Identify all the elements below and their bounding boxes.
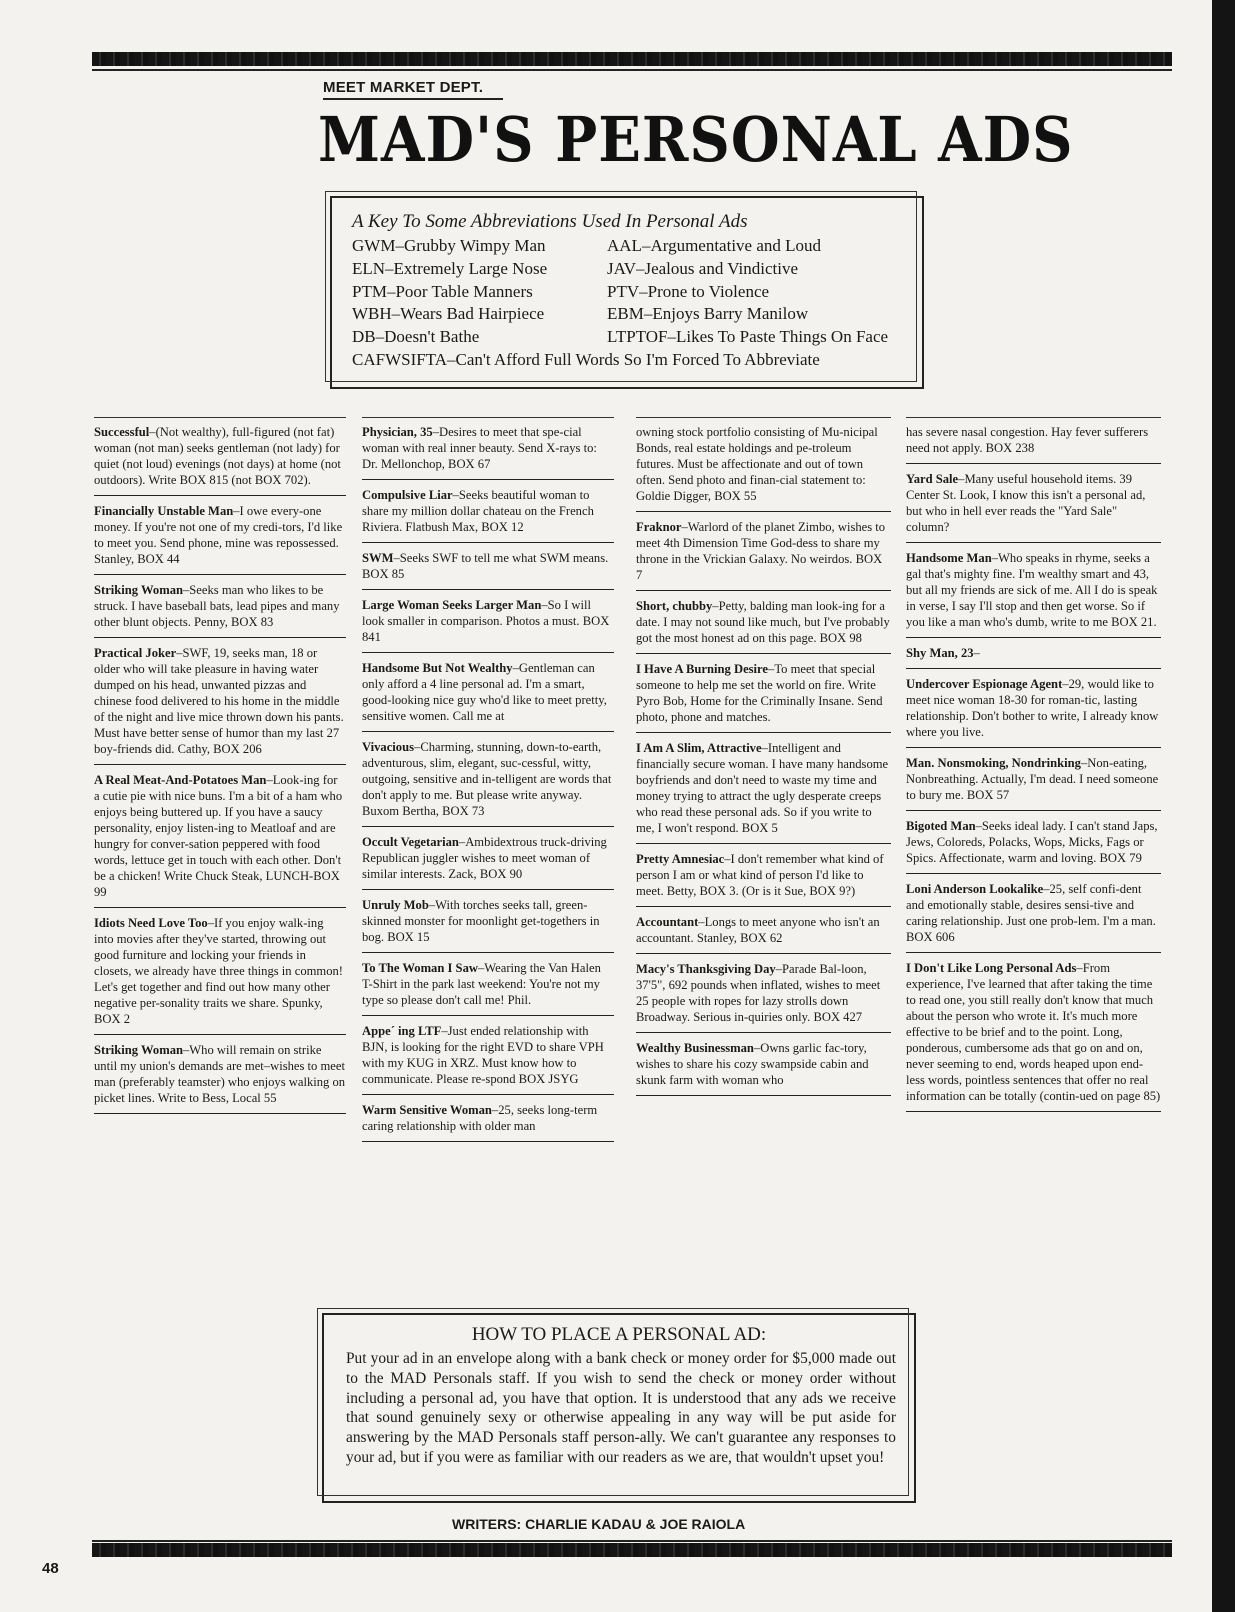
- personal-ad: [906, 953, 1161, 1112]
- ad-headline: Warm Sensitive Woman: [362, 1103, 492, 1117]
- ad-body: –Parade Bal-loon, 37'5", 692 pounds when inflated, wishes to meet 25 people with ropes for lazy strolls down Broadway. Serious in-quiries only. BOX 427: [636, 962, 881, 1024]
- personal-ad: [362, 890, 614, 953]
- bottom-decorative-band: [92, 1543, 1172, 1557]
- ad-headline: Yard Sale: [906, 472, 959, 486]
- personal-ad: [636, 1033, 891, 1096]
- ad-body: –29, would like to meet nice woman 18-30 for roman-tic, lasting relationship. Don't bother to write, I already know where you live.: [906, 677, 1159, 739]
- abbreviation-key-box: [330, 196, 924, 389]
- ad-headline: Practical Joker: [94, 646, 177, 660]
- personal-ad: [906, 748, 1161, 811]
- page-title: MAD'S PERSONAL ADS: [318, 104, 1074, 177]
- key-item: PTV–Prone to Violence: [607, 281, 770, 301]
- personal-ad: [906, 638, 1161, 669]
- department-label: MEET MARKET DEPT.: [323, 79, 484, 96]
- ad-headline: Idiots Need Love Too: [94, 916, 208, 930]
- personal-ad: [636, 733, 891, 844]
- ad-headline: Compulsive Liar: [362, 488, 453, 502]
- writers-credit: WRITERS: CHARLIE KADAU & JOE RAIOLA: [452, 1516, 746, 1532]
- ad-body: –Charming, stunning, down-to-earth, adventurous, slim, elegant, suc-cessful, witty, outgoing, sensitive and in-telligent are words that don't apply to me. But please write anyway. Buxom Bertha, BOX 73: [362, 740, 612, 818]
- page-number: 48: [42, 1560, 59, 1577]
- ads-column-1: [94, 422, 346, 1242]
- ad-headline: To The Woman I Saw: [362, 961, 478, 975]
- key-footer: CAFWSIFTA–Can't Afford Full Words So I'm Forced To Abbreviate: [352, 350, 820, 369]
- personal-ad: [362, 543, 614, 590]
- ad-body: –Who speaks in rhyme, seeks a gal that's mighty fine. I'm wealthy smart and 43, but all my friends are sick of me. All I do is speak in verse, I say I'll stop and then get worse. So if you like a man who's dumb, write to me BOX 21.: [906, 551, 1158, 629]
- ad-headline: Financially Unstable Man: [94, 504, 234, 518]
- ad-headline: Successful: [94, 425, 150, 439]
- ad-headline: Fraknor: [636, 520, 682, 534]
- personal-ad: [94, 765, 346, 908]
- ad-body: –Longs to meet anyone who isn't an accountant. Stanley, BOX 62: [636, 915, 880, 945]
- column-top-rule: [94, 417, 346, 418]
- ad-body: has severe nasal congestion. Hay fever sufferers need not apply. BOX 238: [906, 425, 1149, 455]
- ads-column-2: [362, 422, 614, 1242]
- column-top-rule: [362, 417, 614, 418]
- ad-headline: Occult Vegetarian: [362, 835, 459, 849]
- personal-ad: [94, 1035, 346, 1114]
- ad-body: owning stock portfolio consisting of Mu-nicipal Bonds, real estate holdings and pe-troleum futures. Must be affectionate and out of town often. Send photo and finan-cial statement to: Goldie Digger, BOX 55: [636, 425, 878, 503]
- top-decorative-band: [92, 52, 1172, 66]
- ad-headline: Wealthy Businessman: [636, 1041, 754, 1055]
- personal-ad: [906, 543, 1161, 638]
- ad-body: –Look-ing for a cutie pie with nice buns. I'm a bit of a ham who enjoys being buttered up. If you have a saucy personality, enjoy listen-ing to Meatloaf and are hungry for conver-sation peppered with food words, lettuce get in touch with each other. Don't be a chicken! Write Chuck Steak, LUNCH-BOX 99: [94, 773, 343, 899]
- personal-ad: [94, 575, 346, 638]
- personal-ad: [906, 669, 1161, 748]
- ad-headline: Handsome But Not Wealthy: [362, 661, 513, 675]
- ad-headline: I Am A Slim, Attractive: [636, 741, 762, 755]
- personal-ad: [94, 638, 346, 765]
- ad-headline: Appe´ ing LTF: [362, 1024, 442, 1038]
- ad-body: –Ambidextrous truck-driving Republican juggler wishes to meet woman of similar interests. Zack, BOX 90: [362, 835, 607, 881]
- personal-ad: [94, 422, 346, 496]
- key-item: AAL–Argumentative and Loud: [607, 236, 822, 255]
- personal-ad: [94, 496, 346, 575]
- ad-body: –From experience, I've learned that after taking the time to read one, you still really don't know that much about the person who wrote it. It's much more effective to be brief and to the point. Long, ponderous, cumbersome ads that go on and on, never seeming to end, words heaped upon end-less words, pointless sentences that offer no real information can be totally (contin-ued on page 85): [906, 961, 1161, 1103]
- personal-ad: [636, 954, 891, 1033]
- ad-body: –25, self confi-dent and emotionally stable, desires sensi-tive and caring relationship. Just one prob-lem. I'm a man. BOX 606: [906, 882, 1156, 944]
- ad-headline: SWM: [362, 551, 394, 565]
- personal-ad: [636, 512, 891, 591]
- key-item: ELN–Extremely Large Nose: [352, 258, 548, 278]
- ad-body: –Many useful household items. 39 Center St. Look, I know this isn't a personal ad, but who in hell ever reads the "Yard Sale" column?: [906, 472, 1146, 534]
- ad-body: –Warlord of the planet Zimbo, wishes to meet 4th Dimension Time God-dess to share my throne in the Vrickian Galaxy. No weirdos. BOX 7: [636, 520, 886, 582]
- bottom-rule: [92, 1540, 1172, 1542]
- ad-headline: Bigoted Man: [906, 819, 976, 833]
- ad-headline: Striking Woman: [94, 1043, 183, 1057]
- ad-headline: Undercover Espionage Agent: [906, 677, 1063, 691]
- how-to-body: Put your ad in an envelope along with a bank check or money order for $5,000 made out to the MAD Personals staff. If you wish to send the check or money order without including a personal ad, you have that option. It is understood that any ads we receive that sound genuinely sexy or otherwise appealing in any way will be put aside for answering by the MAD Personals staff person-ally. We can't guarantee any responses to your ad, but if you were as familiar with our readers as we are, that wouldn't upset you!: [346, 1350, 896, 1466]
- ad-headline: Shy Man, 23: [906, 646, 974, 660]
- ad-headline: Short, chubby: [636, 599, 713, 613]
- personal-ad: [906, 422, 1161, 464]
- personal-ad: [362, 1095, 614, 1142]
- key-item: JAV–Jealous and Vindictive: [607, 258, 799, 278]
- ad-body: –Seeks beautiful woman to share my million dollar chateau on the French Riviera. Flatbush Max, BOX 12: [362, 488, 594, 534]
- ad-headline: Macy's Thanksgiving Day: [636, 962, 776, 976]
- ad-headline: Unruly Mob: [362, 898, 429, 912]
- personal-ad: [906, 811, 1161, 874]
- personal-ad: [636, 422, 891, 512]
- ad-body: –Intelligent and financially secure woman. I have many handsome boyfriends and don't need to waste my time and money trying to attract the ugly desperate creeps who read these personal ads. So if you write to me, I won't respond. BOX 5: [636, 741, 889, 835]
- ad-headline: Man. Nonsmoking, Nondrinking: [906, 756, 1081, 770]
- column-top-rule: [636, 417, 891, 418]
- personal-ad: [362, 827, 614, 890]
- ad-body: –Gentleman can only afford a 4 line personal ad. I'm a smart, good-looking nice guy who'd like to meet pretty, sensitive women. Call me at: [362, 661, 607, 723]
- ad-body: –Non-eating, Nonbreathing. Actually, I'm dead. I need someone to bury me. BOX 57: [906, 756, 1159, 802]
- ad-body: –I don't remember what kind of person I am or what kind of person I'd like to meet. Betty, BOX 3. (Or is it Sue, BOX 9?): [636, 852, 884, 898]
- key-item: EBM–Enjoys Barry Manilow: [607, 304, 809, 324]
- personal-ad: [906, 464, 1161, 543]
- column-top-rule: [906, 417, 1161, 418]
- personal-ad: [362, 653, 614, 732]
- ad-headline: I Don't Like Long Personal Ads: [906, 961, 1077, 975]
- ad-body: –Desires to meet that spe-cial woman with real inner beauty. Send X-rays to: Dr. Mellonchop, BOX 67: [362, 425, 597, 471]
- ad-body: –To meet that special someone to help me set the world on fire. Write Pyro Bob, Home for the Criminally Insane. Send photo, phone and matches.: [636, 662, 883, 724]
- ad-body: –(Not wealthy), full-figured (not fat) woman (not man) seeks gentleman (not lady) for quiet (not loud) evenings (not days) at home (not outdoors). Write BOX 815 (not BOX 702).: [94, 425, 341, 487]
- top-rule: [92, 69, 1172, 71]
- personal-ad: [636, 654, 891, 733]
- ad-headline: Physician, 35: [362, 425, 433, 439]
- ad-headline: Accountant: [636, 915, 699, 929]
- ad-body: –Who will remain on strike until my union's demands are met–wishes to meet man (preferably teamster) who enjoys walking on picket lines. Write to Bess, Local 55: [94, 1043, 346, 1105]
- ad-body: –If you enjoy walk-ing into movies after they've started, throwing out good furniture and locking your friends in closets, we already have three things in common! Let's get together and find out how many other negative per-sonality traits we share. Spunky, BOX 2: [94, 916, 343, 1026]
- ad-body: –Seeks man who likes to be struck. I have baseball bats, lead pipes and many other blunt objects. Penny, BOX 83: [94, 583, 340, 629]
- personal-ad: [362, 480, 614, 543]
- personal-ad: [362, 1016, 614, 1095]
- ad-headline: A Real Meat-And-Potatoes Man: [94, 773, 267, 787]
- personal-ad: [94, 908, 346, 1035]
- ad-body: –SWF, 19, seeks man, 18 or older who will take pleasure in having water dumped on his head, unwanted pizzas and chinese food delivered to his home in the middle of the night and live mice thrown down his pants. Must have better sense of humor than my last 27 boy-friends did. Cathy, BOX 206: [94, 646, 344, 756]
- personal-ad: [362, 953, 614, 1016]
- ad-body: –Wearing the Van Halen T-Shirt in the park last weekend: You're not my type so please don't call me! Phil.: [362, 961, 601, 1007]
- ad-body: –Just ended relationship with BJN, is looking for the right EVD to share VPH with my KUG in XRZ. Must know how to communicate. Please re-spond BOX JSYG: [362, 1024, 604, 1086]
- ad-headline: Large Woman Seeks Larger Man: [362, 598, 542, 612]
- ad-headline: Loni Anderson Lookalike: [906, 882, 1044, 896]
- how-to-place-ad-box: [322, 1313, 916, 1503]
- key-item: DB–Doesn't Bathe: [352, 327, 480, 347]
- ads-column-3: [636, 422, 891, 1242]
- key-heading: A Key To Some Abbreviations Used In Personal Ads: [352, 211, 748, 232]
- ad-body: –So I will look smaller in comparison. Photos a must. BOX 841: [362, 598, 610, 644]
- ad-body: –Seeks ideal lady. I can't stand Japs, Jews, Coloreds, Polacks, Wops, Micks, Fags or Spics. Affectionate, warm and loving. BOX 79: [906, 819, 1158, 865]
- ad-headline: I Have A Burning Desire: [636, 662, 769, 676]
- ads-column-4: [906, 422, 1161, 1242]
- personal-ad: [636, 591, 891, 654]
- personal-ad: [636, 844, 891, 907]
- ad-body: –Seeks SWF to tell me what SWM means. BOX 85: [362, 551, 609, 581]
- personal-ad: [362, 590, 614, 653]
- personal-ad: [362, 732, 614, 827]
- personal-ad: [906, 874, 1161, 953]
- personal-ad: [636, 907, 891, 954]
- ad-headline: Pretty Amnesiac: [636, 852, 725, 866]
- key-item: PTM–Poor Table Manners: [352, 281, 533, 301]
- key-item: LTPTOF–Likes To Paste Things On Face: [607, 327, 889, 347]
- ad-headline: Striking Woman: [94, 583, 183, 597]
- ad-body: –25, seeks long-term caring relationship with older man: [362, 1103, 598, 1133]
- department-underline: [323, 98, 503, 100]
- ad-body: –I owe every-one money. If you're not one of my credi-tors, I'd like to meet you. Send phone, mine was repossessed. Stanley, BOX 44: [94, 504, 343, 566]
- key-item: GWM–Grubby Wimpy Man: [352, 236, 546, 255]
- personal-ad: [362, 422, 614, 480]
- ad-body: –Petty, balding man look-ing for a date. I may not sound like much, but I've probably got the most honest ad on this page. BOX 98: [636, 599, 890, 645]
- ad-headline: Handsome Man: [906, 551, 992, 565]
- ad-body: –Owns garlic fac-tory, wishes to share his cozy swampside cabin and skunk farm with woman who: [636, 1041, 869, 1087]
- ad-body: –With torches seeks tall, green-skinned monster for moonlight get-togethers in bog. BOX 15: [362, 898, 600, 944]
- ad-headline: Vivacious: [362, 740, 415, 754]
- key-grid: [352, 235, 922, 349]
- key-item: WBH–Wears Bad Hairpiece: [352, 304, 545, 324]
- how-to-title: HOW TO PLACE A PERSONAL AD:: [471, 1324, 767, 1345]
- ad-body: –: [973, 646, 980, 660]
- scan-edge: [1212, 0, 1235, 1612]
